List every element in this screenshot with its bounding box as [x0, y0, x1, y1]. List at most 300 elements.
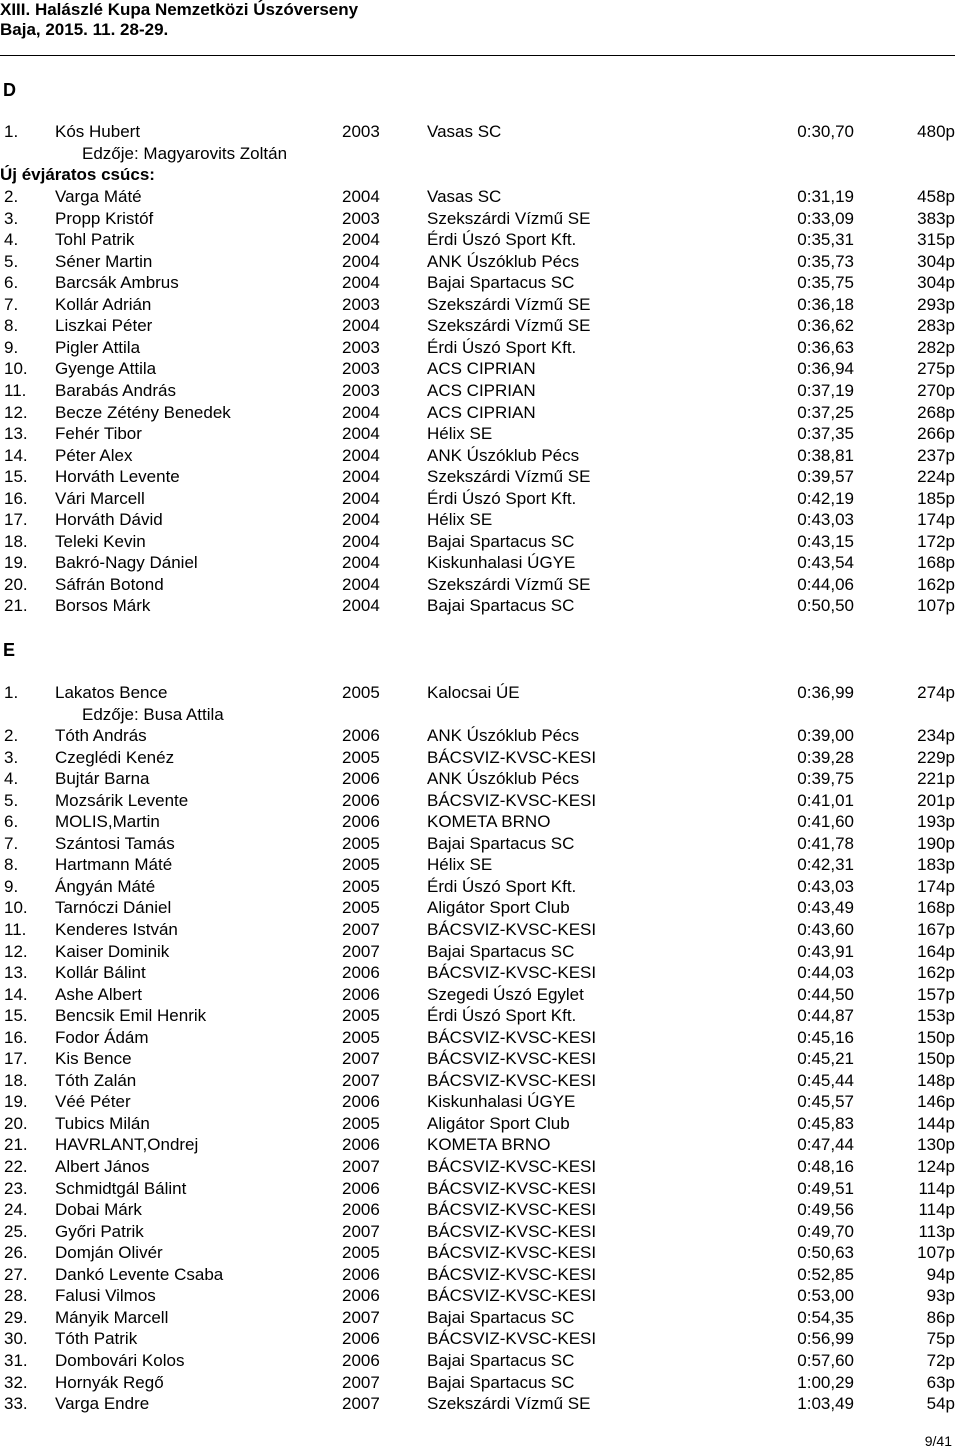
points: 234p	[917, 726, 955, 745]
swimmer-name: Mányik Marcell	[55, 1307, 169, 1327]
rank: 16.	[4, 488, 28, 508]
birth-year: 2004	[342, 402, 380, 422]
rank: 2.	[4, 726, 19, 745]
points: 237p	[917, 445, 955, 465]
points: 458p	[917, 187, 955, 206]
rank: 29.	[4, 1307, 28, 1327]
club-name: BÁCSVIZ-KVSC-KESI	[427, 1027, 597, 1047]
swimmer-name: Bujtár Barna	[55, 769, 150, 789]
swim-time: 0:44,50	[797, 984, 854, 1004]
birth-year: 2007	[342, 1221, 380, 1241]
birth-year: 2004	[342, 596, 380, 616]
swim-time: 0:35,75	[797, 273, 854, 293]
swimmer-name: Gyenge Attila	[55, 359, 157, 379]
rank: 4.	[4, 230, 19, 250]
swim-time: 0:33,09	[797, 208, 854, 228]
club-name: Bajai Spartacus SC	[427, 941, 575, 961]
points: 72p	[926, 1350, 955, 1370]
birth-year: 2003	[342, 380, 380, 400]
swimmer-name: Tohl Patrik	[55, 230, 135, 250]
points: 274p	[917, 683, 955, 702]
rank: 15.	[4, 467, 28, 487]
swim-time: 0:48,16	[797, 1157, 854, 1176]
rank: 2.	[4, 187, 19, 206]
result-row	[0, 272, 960, 293]
swim-time: 0:54,35	[797, 1307, 854, 1327]
club-name: ACS CIPRIAN	[427, 402, 536, 422]
club-name: Szekszárdi Vízmű SE	[427, 208, 591, 228]
birth-year: 2007	[342, 1049, 380, 1069]
rank: 15.	[4, 1006, 28, 1026]
swimmer-name: HAVRLANT,Ondrej	[55, 1135, 199, 1155]
birth-year: 2005	[342, 876, 380, 896]
result-row	[0, 1307, 960, 1328]
result-row	[0, 574, 960, 595]
result-row	[0, 595, 960, 616]
club-name: BÁCSVIZ-KVSC-KESI	[427, 919, 597, 939]
rank: 14.	[4, 445, 28, 465]
result-row	[0, 466, 960, 487]
result-row	[0, 1285, 960, 1306]
result-row	[0, 876, 960, 897]
club-name: Hélix SE	[427, 510, 493, 530]
swim-time: 0:36,63	[797, 337, 854, 357]
swimmer-name: Ashe Albert	[55, 984, 142, 1004]
swimmer-name: Bencsik Emil Henrik	[55, 1006, 207, 1026]
club-name: Kiskunhalasi ÚGYE	[427, 1092, 576, 1112]
swimmer-name: Kós Hubert	[55, 122, 141, 141]
birth-year: 2006	[342, 1092, 380, 1112]
swimmer-name: Becze Zétény Benedek	[55, 402, 231, 422]
rank: 19.	[4, 1092, 28, 1112]
swim-time: 0:37,25	[797, 402, 854, 422]
club-name: Szekszárdi Vízmű SE	[427, 316, 591, 336]
birth-year: 2003	[342, 337, 380, 357]
swim-time: 0:41,78	[797, 833, 854, 853]
swimmer-name: Véé Péter	[55, 1092, 131, 1112]
club-name: Bajai Spartacus SC	[427, 1372, 575, 1392]
birth-year: 2004	[342, 553, 380, 573]
swimmer-name: Varga Máté	[55, 187, 142, 206]
rank: 8.	[4, 316, 19, 336]
swim-time: 0:43,03	[797, 876, 854, 896]
points: 148p	[917, 1070, 955, 1090]
swim-time: 0:49,70	[797, 1221, 854, 1241]
swim-time: 0:39,75	[797, 769, 854, 789]
birth-year: 2006	[342, 1329, 380, 1349]
result-row	[0, 445, 960, 466]
result-row	[0, 790, 960, 811]
points: 114p	[918, 1200, 955, 1220]
rank: 17.	[4, 510, 28, 530]
swim-time: 0:39,57	[797, 467, 854, 487]
birth-year: 2004	[342, 230, 380, 250]
points: 113p	[918, 1221, 955, 1241]
swimmer-name: Schmidtgál Bálint	[55, 1178, 187, 1198]
result-row	[0, 854, 960, 875]
club-name: BÁCSVIZ-KVSC-KESI	[427, 1200, 597, 1220]
age-group-record-label: Új évjáratos csúcs:	[0, 165, 155, 184]
rank: 18.	[4, 1070, 28, 1090]
result-row	[0, 811, 960, 832]
swimmer-name: Kis Bence	[55, 1049, 132, 1069]
rank: 4.	[4, 769, 19, 789]
club-name: BÁCSVIZ-KVSC-KESI	[427, 1264, 597, 1284]
swimmer-name: Tarnóczi Dániel	[55, 898, 172, 918]
swimmer-name: Barcsák Ambrus	[55, 273, 179, 293]
swim-time: 0:35,31	[797, 230, 854, 250]
rank: 9.	[4, 876, 19, 896]
result-row	[0, 402, 960, 423]
club-name: BÁCSVIZ-KVSC-KESI	[427, 1049, 597, 1069]
swimmer-name: Barabás András	[55, 380, 176, 400]
points: 150p	[917, 1027, 955, 1047]
birth-year: 2006	[342, 1200, 380, 1220]
swim-time: 0:42,19	[797, 488, 854, 508]
rank: 13.	[4, 424, 28, 444]
swim-time: 0:30,70	[797, 122, 854, 141]
club-name: Érdi Úszó Sport Kft.	[427, 230, 577, 250]
swimmer-name: Tóth András	[55, 726, 147, 745]
birth-year: 2005	[342, 855, 380, 875]
rank: 3.	[4, 208, 19, 228]
rank: 7.	[4, 294, 19, 314]
result-row	[0, 897, 960, 918]
result-row	[0, 509, 960, 530]
swim-time: 0:37,35	[797, 424, 854, 444]
result-row	[0, 1134, 960, 1155]
birth-year: 2006	[342, 726, 380, 745]
points: 164p	[917, 941, 955, 961]
points: 94p	[926, 1264, 955, 1284]
club-name: Bajai Spartacus SC	[427, 1350, 575, 1370]
birth-year: 2005	[342, 1243, 380, 1263]
birth-year: 2007	[342, 1070, 380, 1090]
swim-time: 0:41,01	[797, 790, 854, 810]
points: 383p	[917, 208, 955, 228]
swimmer-name: Kollár Bálint	[55, 963, 146, 983]
swim-time: 0:49,51	[797, 1178, 854, 1198]
swim-time: 0:41,60	[797, 812, 854, 832]
points: 172p	[917, 531, 955, 551]
rank: 33.	[4, 1394, 28, 1414]
club-name: ACS CIPRIAN	[427, 380, 536, 400]
swim-time: 0:36,62	[797, 316, 854, 336]
swim-time: 0:44,03	[797, 963, 854, 983]
swim-time: 0:45,57	[797, 1092, 854, 1112]
rank: 6.	[4, 812, 19, 832]
rank: 23.	[4, 1178, 28, 1198]
swim-time: 0:44,06	[797, 574, 854, 594]
points: 304p	[917, 273, 955, 293]
swimmer-name: Albert János	[55, 1157, 150, 1176]
swimmer-name: Falusi Vilmos	[55, 1286, 156, 1306]
rank: 5.	[4, 790, 19, 810]
points: 266p	[917, 424, 955, 444]
points: 54p	[926, 1394, 955, 1414]
swimmer-name: Tóth Zalán	[55, 1070, 137, 1090]
swim-time: 0:49,56	[797, 1200, 854, 1220]
birth-year: 2003	[342, 359, 380, 379]
section-label-d: D	[3, 80, 16, 100]
swim-time: 0:31,19	[797, 187, 854, 206]
result-row	[0, 1091, 960, 1112]
swim-time: 0:52,85	[797, 1264, 854, 1284]
result-row	[0, 1178, 960, 1199]
points: 107p	[917, 596, 955, 616]
birth-year: 2004	[342, 424, 380, 444]
points: 315p	[917, 230, 955, 250]
points: 167p	[917, 919, 955, 939]
birth-year: 2003	[342, 208, 380, 228]
birth-year: 2006	[342, 812, 380, 832]
club-name: BÁCSVIZ-KVSC-KESI	[427, 1221, 597, 1241]
swim-time: 0:43,91	[797, 941, 854, 961]
swim-time: 0:43,03	[797, 510, 854, 530]
swim-time: 0:45,16	[797, 1027, 854, 1047]
swimmer-name: Propp Kristóf	[55, 208, 154, 228]
swimmer-name: Bakró-Nagy Dániel	[55, 553, 198, 573]
result-row	[0, 768, 960, 789]
club-name: ACS CIPRIAN	[427, 359, 536, 379]
swimmer-name: Domján Olivér	[55, 1243, 163, 1263]
result-row	[0, 1242, 960, 1263]
club-name: Kalocsai ÚE	[427, 683, 520, 702]
birth-year: 2006	[342, 984, 380, 1004]
swim-time: 0:43,15	[797, 531, 854, 551]
swim-time: 0:39,00	[797, 726, 854, 745]
club-name: BÁCSVIZ-KVSC-KESI	[427, 1178, 597, 1198]
result-row	[0, 1005, 960, 1026]
swimmer-name: Vári Marcell	[55, 488, 145, 508]
rank: 9.	[4, 337, 19, 357]
rank: 1.	[4, 683, 19, 702]
birth-year: 2006	[342, 1350, 380, 1370]
swim-time: 0:44,87	[797, 1006, 854, 1026]
swim-time: 1:00,29	[797, 1372, 854, 1392]
club-name: BÁCSVIZ-KVSC-KESI	[427, 1157, 597, 1176]
club-name: BÁCSVIZ-KVSC-KESI	[427, 963, 597, 983]
swimmer-name: Kollár Adrián	[55, 294, 152, 314]
club-name: BÁCSVIZ-KVSC-KESI	[427, 790, 597, 810]
rank: 13.	[4, 963, 28, 983]
event-title: XIII. Halászlé Kupa Nemzetközi Úszóverseny	[0, 0, 359, 19]
rank: 22.	[4, 1157, 28, 1176]
swim-time: 0:57,60	[797, 1350, 854, 1370]
result-row	[0, 186, 960, 207]
result-row	[0, 1393, 960, 1414]
club-name: Szekszárdi Vízmű SE	[427, 1394, 591, 1414]
swimmer-name: Liszkai Péter	[55, 316, 153, 336]
points: 146p	[917, 1092, 955, 1112]
club-name: Érdi Úszó Sport Kft.	[427, 337, 577, 357]
rank: 11.	[4, 380, 27, 400]
swimmer-name: Dombovári Kolos	[55, 1350, 185, 1370]
result-row	[0, 358, 960, 379]
points: 224p	[917, 467, 955, 487]
result-row	[0, 552, 960, 573]
birth-year: 2004	[342, 488, 380, 508]
swim-time: 0:42,31	[797, 855, 854, 875]
birth-year: 2007	[342, 919, 380, 939]
club-name: ANK Úszóklub Pécs	[427, 251, 580, 271]
rank: 18.	[4, 531, 28, 551]
swimmer-name: Horváth Levente	[55, 467, 180, 487]
swim-time: 0:50,63	[797, 1243, 854, 1263]
swim-time: 0:38,81	[797, 445, 854, 465]
club-name: ANK Úszóklub Pécs	[427, 445, 580, 465]
result-row	[0, 1328, 960, 1349]
rank: 27.	[4, 1264, 28, 1284]
swimmer-name: Győri Patrik	[55, 1221, 144, 1241]
points: 229p	[917, 747, 955, 767]
club-name: BÁCSVIZ-KVSC-KESI	[427, 747, 597, 767]
points: 63p	[926, 1372, 955, 1392]
rank: 10.	[4, 359, 28, 379]
swimmer-name: Fehér Tibor	[55, 424, 142, 444]
birth-year: 2005	[342, 1113, 380, 1133]
swim-time: 0:36,94	[797, 359, 854, 379]
club-name: BÁCSVIZ-KVSC-KESI	[427, 1286, 597, 1306]
rank: 8.	[4, 855, 19, 875]
club-name: Bajai Spartacus SC	[427, 1307, 575, 1327]
birth-year: 2005	[342, 1006, 380, 1026]
rank: 21.	[4, 1135, 28, 1155]
rank: 17.	[4, 1049, 28, 1069]
result-row	[0, 962, 960, 983]
points: 174p	[917, 510, 955, 530]
club-name: BÁCSVIZ-KVSC-KESI	[427, 1070, 597, 1090]
points: 157p	[917, 984, 955, 1004]
points: 221p	[917, 769, 955, 789]
coach-note: Edzője: Magyarovits Zoltán	[82, 144, 288, 163]
birth-year: 2006	[342, 790, 380, 810]
points: 283p	[917, 316, 955, 336]
rank: 30.	[4, 1329, 28, 1349]
birth-year: 2004	[342, 316, 380, 336]
result-row	[0, 1156, 960, 1177]
club-name: Érdi Úszó Sport Kft.	[427, 1006, 577, 1026]
result-row	[0, 315, 960, 336]
swim-time: 1:03,49	[797, 1394, 854, 1414]
swimmer-name: Czeglédi Kenéz	[55, 747, 175, 767]
birth-year: 2007	[342, 941, 380, 961]
swim-time: 0:45,83	[797, 1113, 854, 1133]
rank: 28.	[4, 1286, 28, 1306]
result-row	[0, 337, 960, 358]
points: 183p	[917, 855, 955, 875]
swimmer-name: Sáfrán Botond	[55, 574, 164, 594]
swimmer-name: Kaiser Dominik	[55, 941, 170, 961]
points: 168p	[917, 553, 955, 573]
swim-time: 0:56,99	[797, 1329, 854, 1349]
swimmer-name: Mozsárik Levente	[55, 790, 189, 810]
points: 107p	[917, 1243, 955, 1263]
birth-year: 2007	[342, 1157, 380, 1176]
club-name: Szekszárdi Vízmű SE	[427, 467, 591, 487]
birth-year: 2005	[342, 898, 380, 918]
swimmer-name: Szántosi Tamás	[55, 833, 175, 853]
rank: 3.	[4, 747, 19, 767]
club-name: KOMETA BRNO	[427, 1135, 551, 1155]
club-name: BÁCSVIZ-KVSC-KESI	[427, 1329, 597, 1349]
club-name: Szekszárdi Vízmű SE	[427, 574, 591, 594]
swimmer-name: Horváth Dávid	[55, 510, 163, 530]
points: 270p	[917, 380, 955, 400]
club-name: Érdi Úszó Sport Kft.	[427, 876, 577, 896]
points: 162p	[917, 574, 955, 594]
club-name: KOMETA BRNO	[427, 812, 551, 832]
points: 193p	[917, 812, 955, 832]
swim-time: 0:45,21	[797, 1049, 854, 1069]
club-name: ANK Úszóklub Pécs	[427, 769, 580, 789]
rank: 16.	[4, 1027, 28, 1047]
result-row	[0, 919, 960, 940]
swim-time: 0:37,19	[797, 380, 854, 400]
birth-year: 2003	[342, 294, 380, 314]
swimmer-name: Varga Endre	[55, 1394, 150, 1414]
swimmer-name: Kenderes István	[55, 919, 178, 939]
points: 153p	[917, 1006, 955, 1026]
swim-time: 0:43,60	[797, 919, 854, 939]
swimmer-name: Péter Alex	[55, 445, 133, 465]
event-date: Baja, 2015. 11. 28-29.	[0, 20, 169, 39]
swim-time: 0:36,18	[797, 294, 854, 314]
club-name: Hélix SE	[427, 855, 493, 875]
result-row	[0, 984, 960, 1005]
swim-time: 0:53,00	[797, 1286, 854, 1306]
rank: 32.	[4, 1372, 28, 1392]
club-name: Szegedi Úszó Egylet	[427, 984, 584, 1004]
birth-year: 2005	[342, 747, 380, 767]
result-row	[0, 1048, 960, 1069]
result-row	[0, 294, 960, 315]
club-name: Hélix SE	[427, 424, 493, 444]
result-row	[0, 1199, 960, 1220]
birth-year: 2006	[342, 1135, 380, 1155]
swimmer-name: Hartmann Máté	[55, 855, 173, 875]
points: 268p	[917, 402, 955, 422]
birth-year: 2004	[342, 510, 380, 530]
rank: 5.	[4, 251, 19, 271]
result-row	[0, 1350, 960, 1371]
result-row	[0, 1113, 960, 1134]
result-row	[0, 833, 960, 854]
result-row	[0, 229, 960, 250]
rank: 25.	[4, 1221, 28, 1241]
club-name: Vasas SC	[427, 187, 502, 206]
rank: 1.	[4, 122, 19, 141]
swimmer-name: Dankó Levente Csaba	[55, 1264, 224, 1284]
result-row	[0, 1221, 960, 1242]
result-row	[0, 488, 960, 509]
page-number: 9/41	[924, 1433, 952, 1449]
points: 75p	[926, 1329, 955, 1349]
rank: 14.	[4, 984, 28, 1004]
points: 282p	[917, 337, 955, 357]
result-row	[0, 208, 960, 229]
points: 150p	[917, 1049, 955, 1069]
points: 293p	[917, 294, 955, 314]
result-row	[0, 1372, 960, 1393]
result-row	[0, 251, 960, 272]
birth-year: 2004	[342, 251, 380, 271]
birth-year: 2004	[342, 187, 380, 206]
points: 93p	[926, 1286, 955, 1306]
rank: 20.	[4, 574, 28, 594]
rank: 20.	[4, 1113, 28, 1133]
birth-year: 2007	[342, 1394, 380, 1414]
